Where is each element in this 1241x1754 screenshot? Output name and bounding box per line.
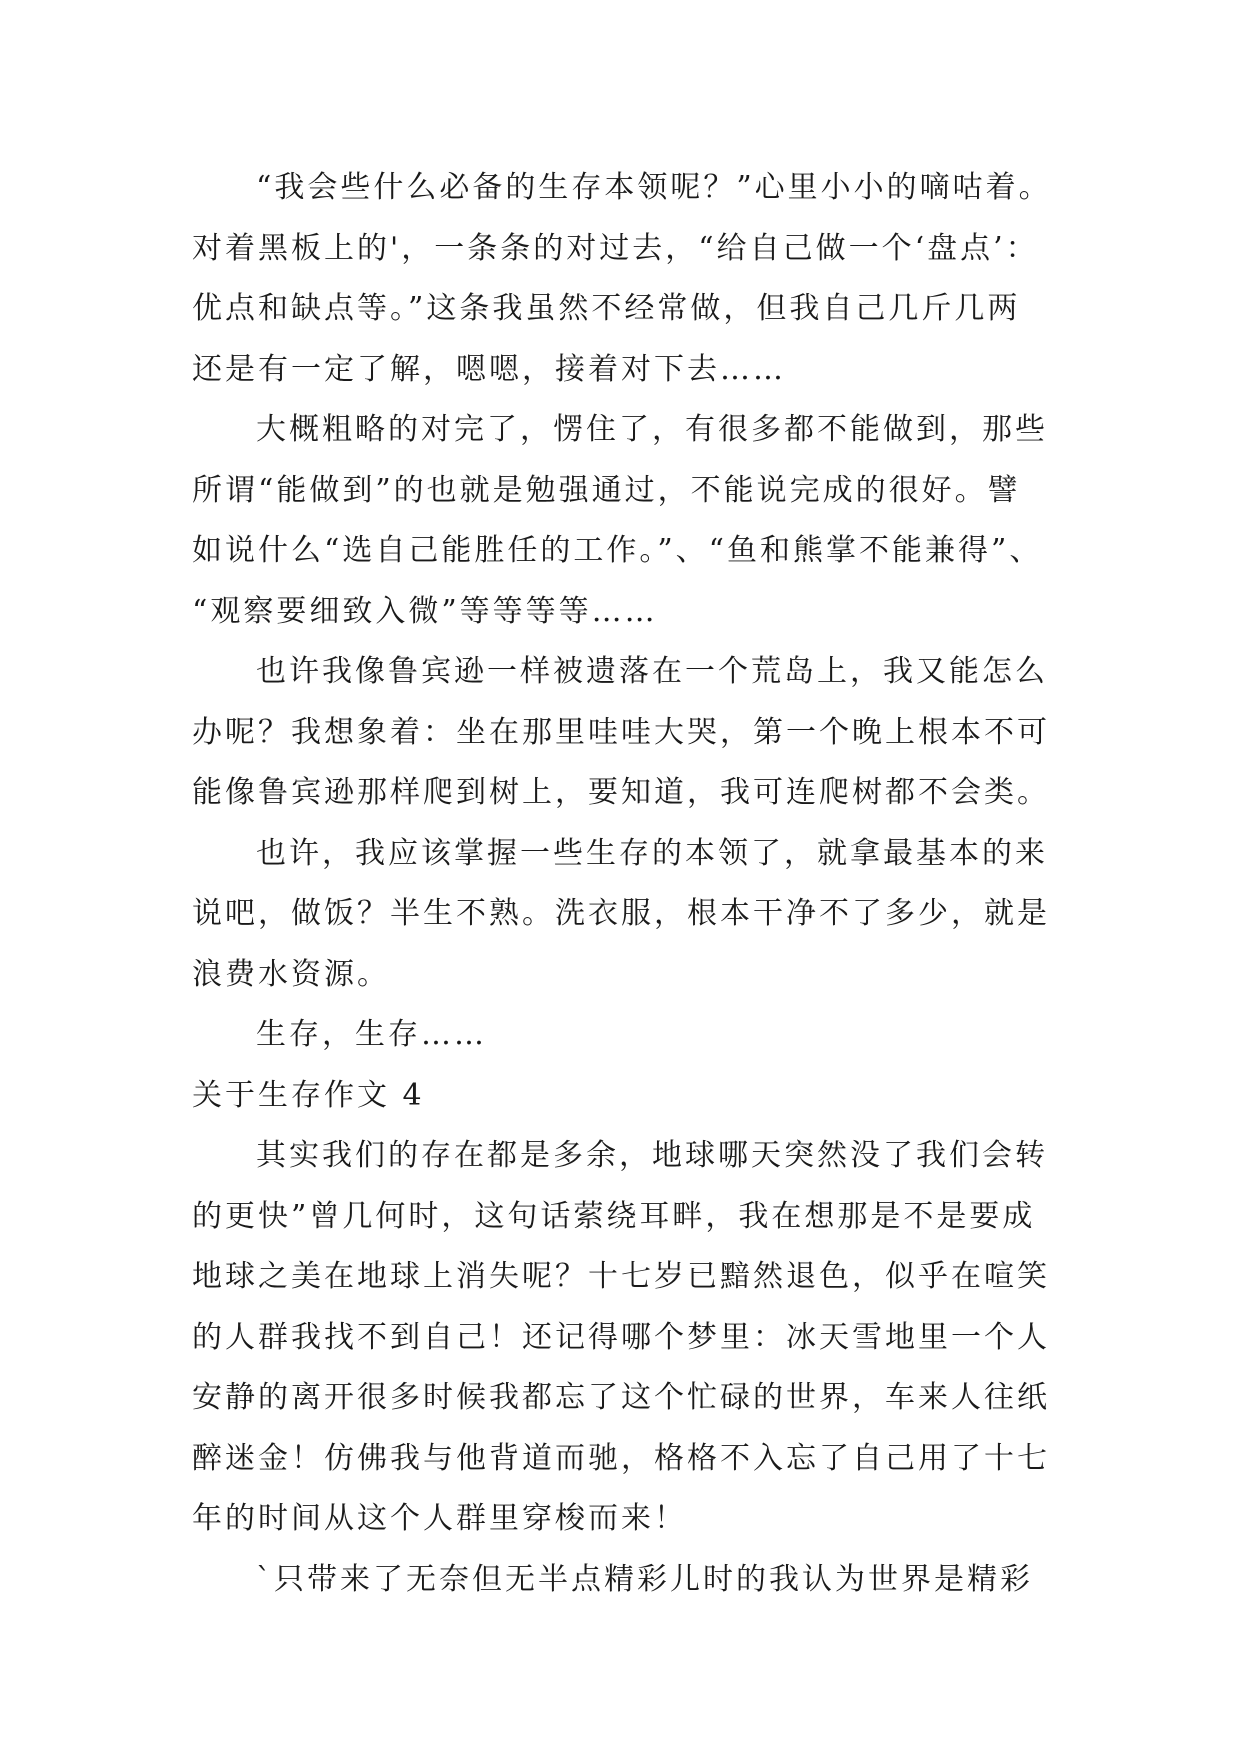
paragraph-first-line: 其实我们的存在都是多余，地球哪天突然没了我们会转 xyxy=(256,1138,1048,1173)
text-line: “观察要细致入微”等等等等…… xyxy=(192,593,658,629)
paragraph-first-line: “我会些什么必备的生存本领呢？”心里小小的嘀咕着。 xyxy=(256,170,1052,205)
text-line: 所谓“能做到”的也就是勉强通过，不能说完成的很好。譬 xyxy=(192,472,1021,508)
text-line: 地球之美在地球上消失呢？十七岁已黯然退色，似乎在喧笑 xyxy=(192,1259,1050,1294)
text-line: 的人群我找不到自己！还记得哪个梦里：冰天雪地里一个人 xyxy=(192,1319,1050,1355)
text-line: 办呢？我想象着：坐在那里哇哇大哭，第一个晚上根本不可 xyxy=(192,714,1050,750)
paragraph-first-line: `只带来了无奈但无半点精彩儿时的我认为世界是精彩 xyxy=(256,1561,1033,1597)
text-line: 能像鲁宾逊那样爬到树上，要知道，我可连爬树都不会类。 xyxy=(192,775,1050,810)
text-line: 安静的离开很多时候我都忘了这个忙碌的世界，车来人往纸 xyxy=(192,1380,1050,1415)
paragraph-first-line: 也许，我应该掌握一些生存的本领了，就拿最基本的来 xyxy=(256,835,1048,871)
text-line: 的更快”曾几何时，这句话萦绕耳畔，我在想那是不是要成 xyxy=(192,1198,1036,1234)
text-line: 浪费水资源。 xyxy=(192,956,390,992)
text-line: 关于生存作文 4 xyxy=(192,1077,425,1113)
text-line: 年的时间从这个人群里穿梭而来！ xyxy=(192,1501,687,1536)
paragraph-first-line: 生存，生存…… xyxy=(256,1017,487,1052)
text-line: 说吧，做饭？半生不熟。洗衣服，根本干净不了多少，就是 xyxy=(192,896,1050,931)
paragraph-first-line: 也许我像鲁宾逊一样被遗落在一个荒岛上，我又能怎么 xyxy=(256,654,1048,689)
text-line: 如说什么“选自己能胜任的工作。”、“鱼和熊掌不能兼得”、 xyxy=(192,533,1043,568)
text-line: 还是有一定了解，嗯嗯，接着对下去…… xyxy=(192,351,786,387)
text-line: 醉迷金！仿佛我与他背道而驰，格格不入忘了自己用了十七 xyxy=(192,1440,1050,1476)
text-line: 优点和缺点等。”这条我虽然不经常做，但我自己几斤几两 xyxy=(192,291,1021,326)
paragraph-first-line: 大概粗略的对完了，愣住了，有很多都不能做到，那些 xyxy=(256,412,1048,447)
text-line: 对着黑板上的'，一条条的对过去，“给自己做一个‘盘点’： xyxy=(192,230,1039,266)
